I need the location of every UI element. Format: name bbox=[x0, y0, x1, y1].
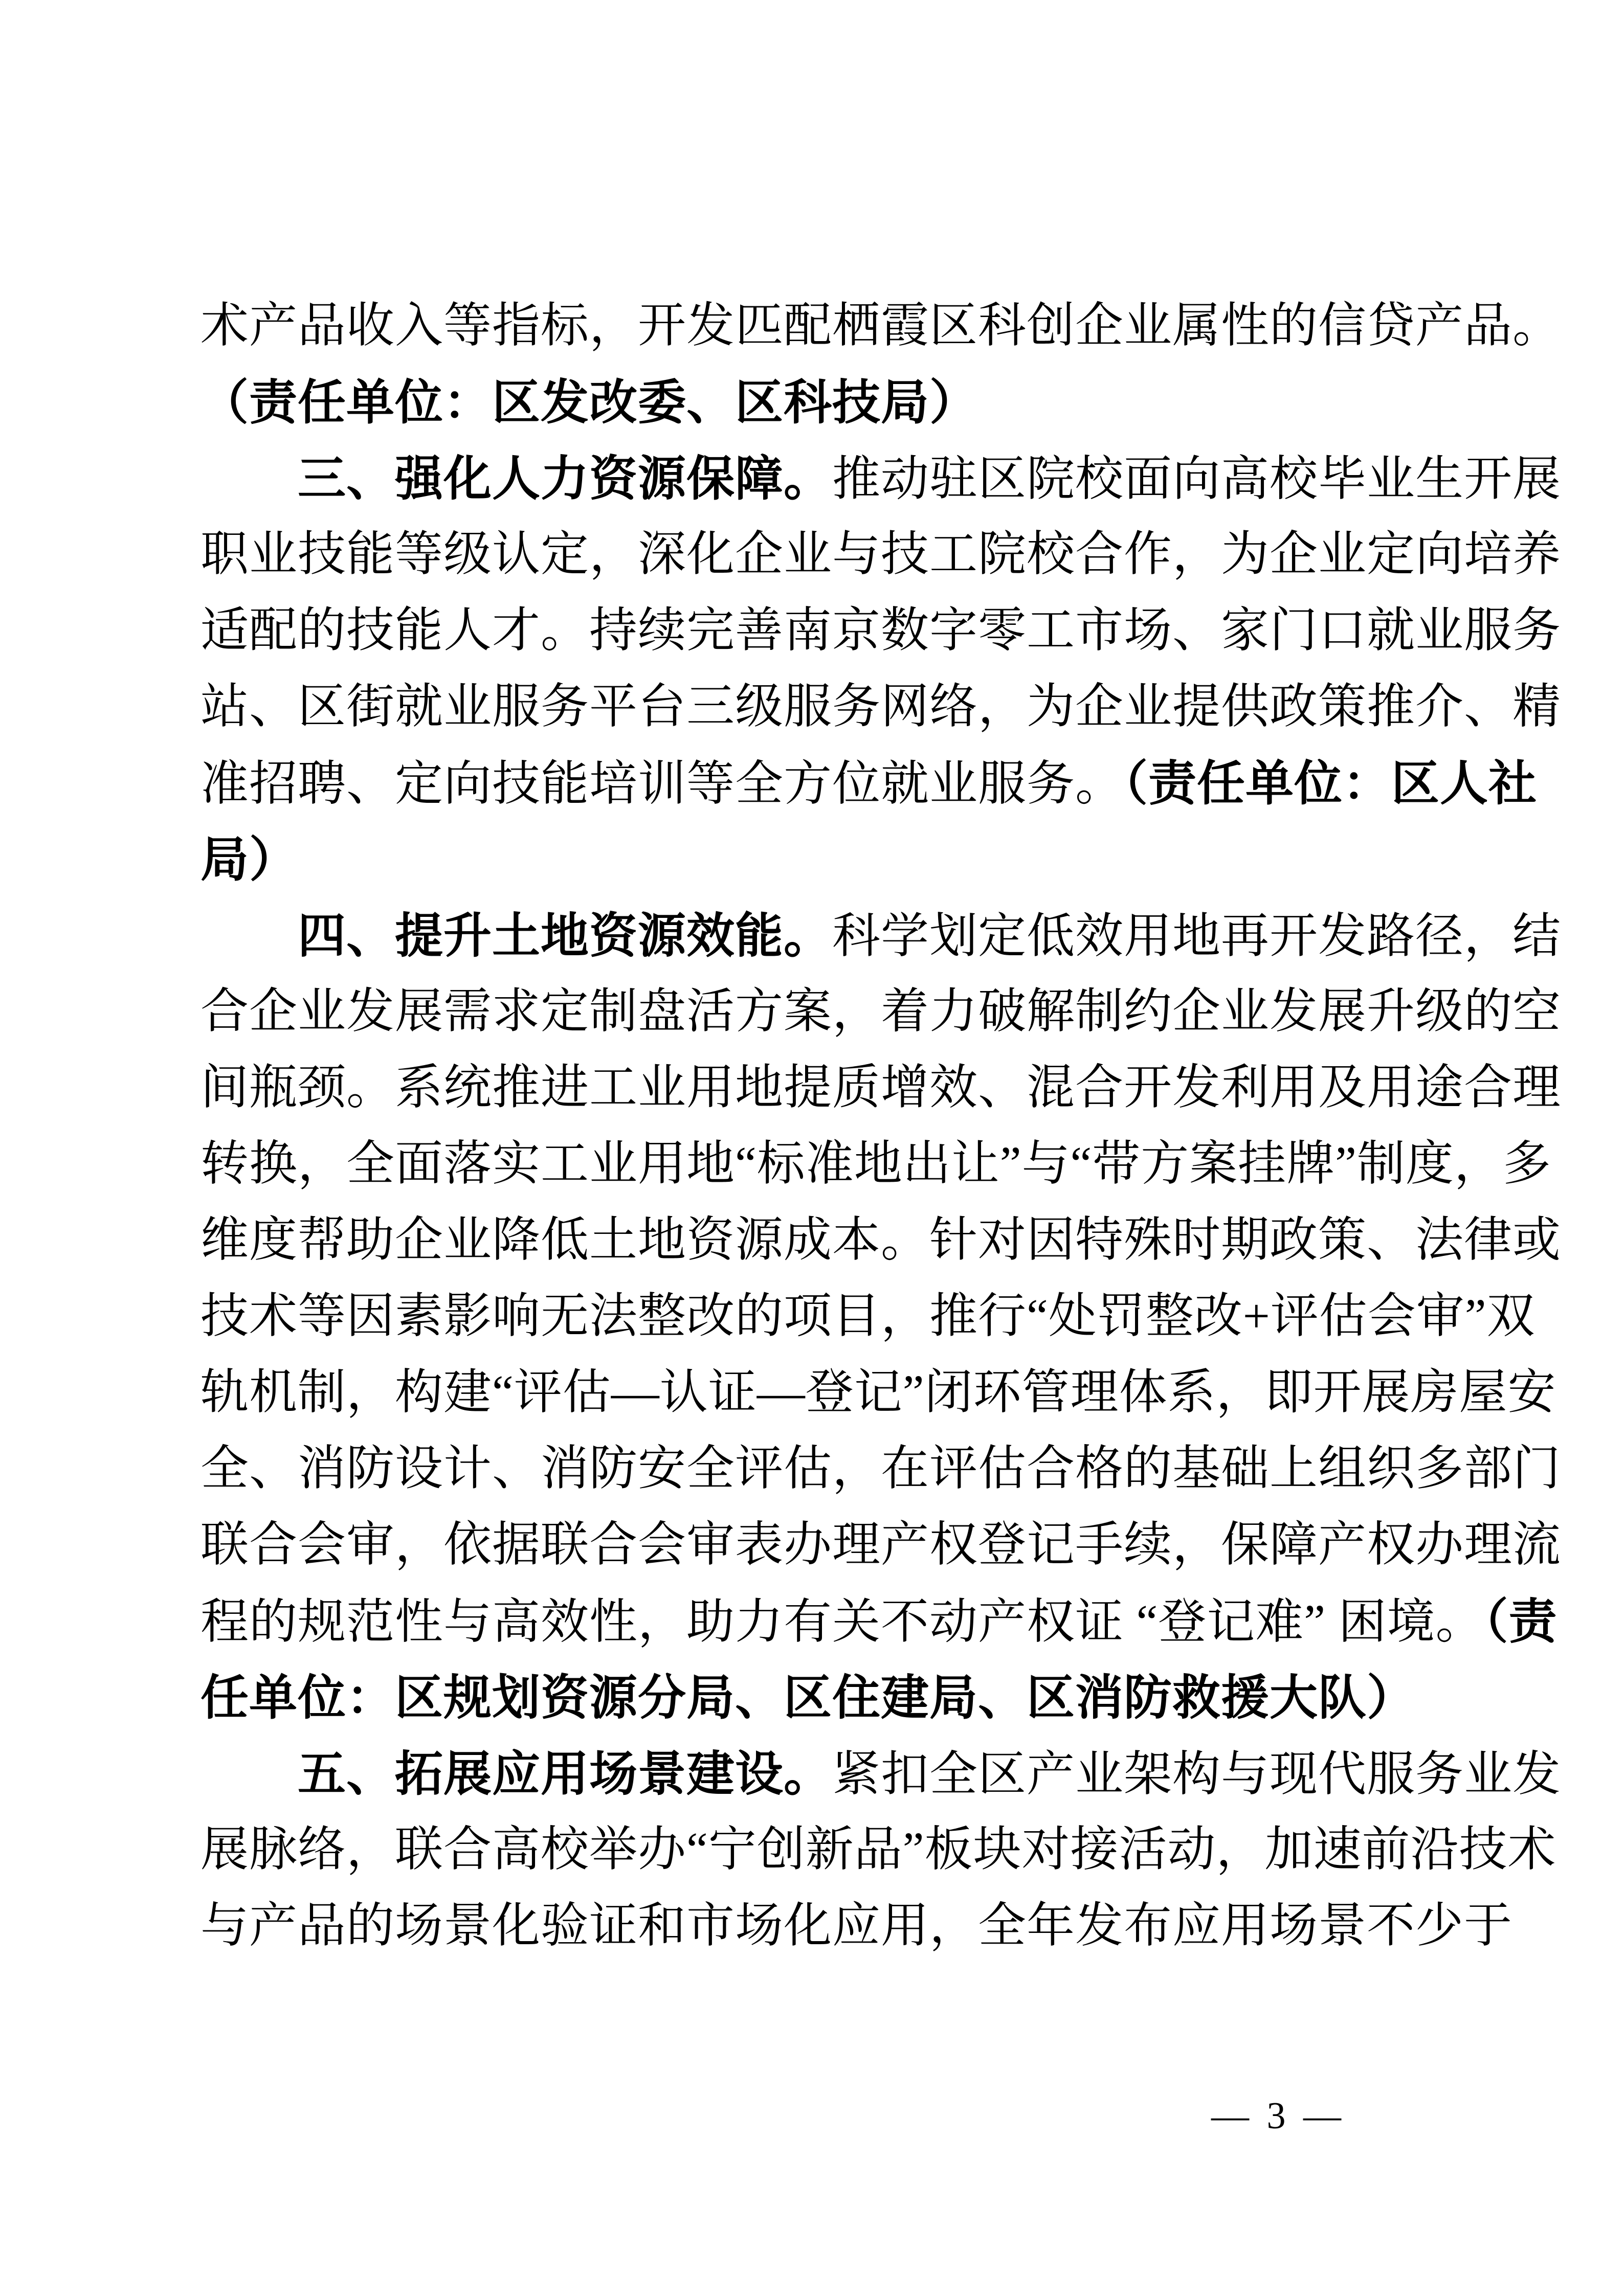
page-number: — 3 — bbox=[1211, 2095, 1345, 2137]
bold-text-run: （责任单位：区人社 bbox=[1124, 756, 1538, 810]
text-line bbox=[201, 1126, 1551, 1202]
text-run: 推动驻区院校面向高校毕业生开展 bbox=[832, 453, 1562, 506]
text-line bbox=[201, 974, 1562, 1050]
text-run: 合企业发展需求定制盘活方案，着力破解制约企业发展升级的空 bbox=[201, 985, 1562, 1038]
text-line bbox=[201, 440, 1562, 516]
text-line bbox=[201, 1355, 1556, 1431]
text-run: 站、区街就业服务平台三级服务网络，为企业提供政策推介、精 bbox=[201, 680, 1562, 733]
text-line bbox=[201, 1050, 1562, 1126]
text-run: 紧扣全区产业架构与现代服务业发 bbox=[832, 1748, 1562, 1801]
text-line bbox=[201, 593, 1562, 669]
text-run: 维度帮助企业降低土地资源成本。针对因特殊时期政策、法律或 bbox=[201, 1213, 1562, 1267]
text-run: 与产品的场景化验证和市场化应用，全年发布应用场景不少于 bbox=[201, 1899, 1513, 1952]
text-line bbox=[201, 364, 1441, 440]
bold-text-run: 局） bbox=[201, 832, 298, 886]
text-line bbox=[201, 669, 1562, 745]
text-run: 科学划定低效用地再开发路径，结 bbox=[832, 910, 1562, 963]
text-line bbox=[201, 1507, 1562, 1583]
text-run: 全、消防设计、消防安全评估，在评估合格的基础上组织多部门 bbox=[201, 1442, 1562, 1495]
document-body bbox=[201, 288, 1562, 1964]
bold-text-run: 四、提升土地资源效能。 bbox=[298, 909, 833, 962]
text-run: 术产品收入等指标，开发匹配栖霞区科创企业属性的信贷产品。 bbox=[201, 299, 1562, 352]
text-run: 轨机制，构建“评估—认证—登记”闭环管理体系，即开展房屋安 bbox=[201, 1366, 1556, 1419]
text-line bbox=[201, 1659, 1441, 1736]
text-run: 适配的技能人才。持续完善南京数字零工市场、家门口就业服务 bbox=[201, 604, 1562, 657]
bold-text-run: 五、拓展应用场景建设。 bbox=[298, 1747, 833, 1800]
text-line bbox=[201, 1812, 1556, 1888]
text-line bbox=[201, 897, 1562, 974]
bold-text-run: （责任单位：区发改委、区科技局） bbox=[201, 375, 978, 429]
text-line bbox=[201, 821, 1441, 897]
text-run: 技术等因素影响无法整改的项目，推行“处罚整改+评估会审”双 bbox=[201, 1290, 1536, 1343]
text-line bbox=[201, 745, 1538, 821]
bold-text-run: 任单位：区规划资源分局、区住建局、区消防救援大队） bbox=[201, 1671, 1416, 1724]
text-run: 程的规范性与高效性，助力有关不动产权证 “登记难” 困境。 bbox=[201, 1595, 1484, 1649]
text-run: 职业技能等级认定，深化企业与技工院校合作，为企业定向培养 bbox=[201, 528, 1562, 581]
text-run: 准招聘、定向技能培训等全方位就业服务。 bbox=[201, 757, 1124, 811]
text-line bbox=[201, 1583, 1558, 1659]
text-run: 展脉络，联合高校举办“宁创新品”板块对接活动，加速前沿技术 bbox=[201, 1823, 1556, 1876]
text-run: 转换，全面落实工业用地“标准地出让”与“带方案挂牌”制度，多 bbox=[201, 1137, 1551, 1190]
text-line bbox=[201, 1431, 1562, 1507]
text-line bbox=[201, 1736, 1562, 1812]
text-line bbox=[201, 1888, 1513, 1964]
text-line bbox=[201, 516, 1562, 593]
text-run: 联合会审，依据联合会审表办理产权登记手续，保障产权办理流 bbox=[201, 1518, 1562, 1571]
bold-text-run: （责 bbox=[1484, 1594, 1558, 1648]
text-run: 间瓶颈。系统推进工业用地提质增效、混合开发利用及用途合理 bbox=[201, 1061, 1562, 1114]
bold-text-run: 三、强化人力资源保障。 bbox=[298, 452, 833, 505]
text-line bbox=[201, 1278, 1536, 1355]
text-line bbox=[201, 1202, 1562, 1278]
text-line bbox=[201, 288, 1562, 364]
